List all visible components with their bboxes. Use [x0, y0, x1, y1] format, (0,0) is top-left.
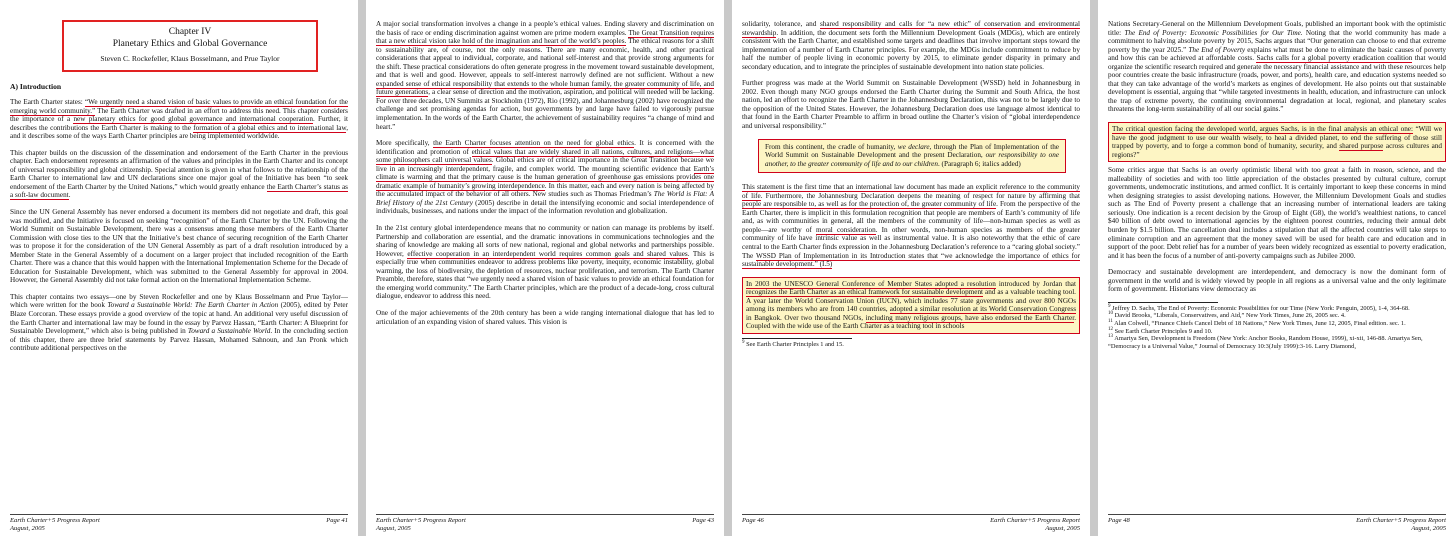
highlighted-paragraph: In 2003 the UNESCO General Conference of Member States adopted a resolution introduced by Jordan that recognizes the Earth Charter as an ethical framework for sustainable development and as a valuable teaching tool. A year later the World Conservation Union (IUCN), which includes 77 state governments and over 800 NGOs among its members who are from 140 countries, adopted a similar resolution at its World Conservation Congress in Bangkok. Over two thousand NGOs, including many religious groups, have also endorsed the Earth Charter. Coupled with the wide use of the Earth Charter as a teaching tool in schools — [742, 277, 1080, 334]
footnote: $^{13}$ Amartya Sen, Development is Freedom (New York: Anchor Books, Random House, 1999), xi-xii, 146-88. Amartya Sen, “Democracy is a Universal Value,” Journal of Democracy 10:3(July 1999):3-16. Larry Diamond, — [1108, 334, 1423, 350]
page-48 — [1098, 0, 1456, 536]
page-41 — [0, 0, 358, 536]
underlined-text: the Earth Charter focuses attention on the need for global ethics — [433, 139, 635, 148]
chapter-number: Chapter IV — [168, 27, 212, 37]
highlighted-passage: The critical question facing the developed world, argues Sachs, is in the final analysis an ethical one: “Will we have the good judgment to use our wealth wisely, to heal a divided planet, to end the suffering of those still trapped by poverty, and to forge a common bond of humanity, security, and shared purpose across cultures and regions?” — [1108, 122, 1446, 162]
paragraph: Democracy and sustainable development are interdependent, and democracy is now the dominant form of government in the world and is widely viewed by people in all regions as a universal value and the only legitimate form of government. Historians view democracy as — [1108, 268, 1446, 294]
underlined-text: effective cooperation in an interdependent world requires common goals and shared values — [407, 249, 688, 258]
underlined-text: formation of a global ethics and to international law — [193, 123, 347, 132]
footer-date: August, 2005 — [376, 524, 411, 532]
footnote: $^9$ Jeffrey D. Sachs, The End of Poverty: Economic Possibilities for our Time (New York: Penguin, 2005), 1-4, 364-68. — [1108, 303, 1410, 312]
underlined-text: the Earth Charter’s status as a soft-law document — [10, 182, 348, 200]
page-46 — [732, 0, 1090, 536]
paragraph: A major social transformation involves a change in a people’s ethical values. Ending slavery and discrimination on the basis of race or ending discrimination against women are prime modern examples. The Great Transition requires that a new ethical vision take hold of the imagination and heart of the world’s peoples. The ethical reasons for a shift to sustainability are, of course, not the only reasons. There are many economic, health, and other practical considerations that appeal to individual, corporate, and national self-interest and that provide strong arguments for the shift. These practical considerations do often generate progress in the movement toward sustainable development, and that is well and good. However, appeals to self-interest narrowly defined are not sufficient. Without a new expanded sense of ethical responsibility that extends to the whole human family, the greater community of life, and future generations, a clear sense of direction and the motivation, aspiration, and political will needed will be lacking. For over three decades, UN Summits at Stockholm (1972), Rio (1992), and Johannesburg (2002) have recognized the challenge and set promising agendas for action, but governments by and large have failed to vigorously pursue implementation. In the words of the Earth Charter, the achievement of sustainability requires “a change of mind and heart.” — [376, 20, 715, 131]
chapter-subtitle: Planetary Ethics and Global Governance — [112, 39, 268, 49]
underlined-text: new planetary ethics for good global governance and international cooperation — [73, 115, 313, 124]
underlined-text: WSSD Plan of Implementation in its Introduction states that “we acknowledge the importance of ethics for sustainable development.” (I.5) — [742, 251, 1081, 269]
page-number: Page 46 — [742, 517, 764, 525]
paragraph: The Earth Charter states: “We urgently need a shared vision of basic values to provide an ethical foundation for the emerging world community.” The Earth Charter was drafted in an effort to address this need. This chapter considers the importance of a new planetary ethics for good global governance and international cooperation. Further, it describes the contributions the Earth Charter is making to the formation of a global ethics and to international law, and it describes some of the ways Earth Charter principles are being implemented worldwide. — [10, 98, 349, 141]
underlined-text: ethical values that are widely shared in all nations, cultures, and religions—what some philosophers call universal values — [376, 147, 714, 165]
underlined-text: This statement is the first time that an international law document has made an explicit reference to the community of life — [742, 183, 1080, 200]
underlined-text: moral consideration — [816, 225, 876, 234]
footer-report: Earth Charter+5 Progress Report — [10, 517, 100, 525]
page-number: Page 41 — [326, 517, 348, 525]
chapter-authors: Steven C. Rockefeller, Klaus Bosselmann, and Prue Taylor — [100, 54, 280, 63]
paragraph: This statement is the first time that an international law document has made an explicit reference to the community of life. Furthermore, the Johannesburg Declaration deepens the meaning of respect for nature by affirming that people are responsible to, as well as for the protection of, the greater community of life. From the perspective of the Earth Charter, there is implicit in this formulation recognition that people are members of Earth’s community of life and, as with communities in general, all the members of the community of life—non-human species as well as people—are worthy of moral consideration. In other words, non-human species as members of the greater community of life have intrinsic value as well as instrumental value. It is also noteworthy that the ethic of care central to the Earth Charter finds expression in the Johannesburg Declaration’s reference to a “caring global society.” The WSSD Plan of Implementation in its Introduction states that “we acknowledge the importance of ethics for sustainable development.” (I.5) — [742, 183, 1081, 269]
footer-report: Earth Charter+5 Progress Report — [376, 517, 466, 525]
paragraph: One of the major achievements of the 20th century has been a wide ranging international dialogue that has led to articulation of an expanding vision of shared values. This vision is — [376, 308, 714, 326]
footer-report: Earth Charter+5 Progress Report — [990, 517, 1080, 525]
section-heading: A) Introduction — [10, 82, 62, 91]
paragraph: More specifically, the Earth Charter focuses attention on the need for global ethics. It is concerned with the identification and promotion of ethical values that are widely shared in all nations, cultures, and religions—what some philosophers call universal values. Global ethics are of critical importance in the Great Transition because we live in an increasingly interdependent, fragile, and complex world. The mounting scientific evidence that Earth’s climate is warming and that the primary cause is the human generation of greenhouse gas emissions provides one dramatic example of humanity’s growing interdependence. In this matter, each and every nation is being affected by the accumulated impact of the behavior of all others. New studies such as Thomas Friedman’s The World is Flat: A Brief History of the 21st Century (2005) describe in detail the intensifying economic and social interdependence of individuals, businesses, and nations under the impact of the information revolution and globalization. — [376, 139, 715, 216]
page-number: Page 48 — [1108, 517, 1130, 525]
chapter-title-box — [62, 20, 318, 72]
page-43 — [366, 0, 724, 536]
footnote: $^{11}$ Alan Colwell, “Finance Chiefs Cancel Debt of 18 Nations,” New York Times, June 12, 2005, Final edition. sec. 1. — [1108, 318, 1406, 328]
footer-date: August, 2005 — [1411, 524, 1446, 532]
footnote: $^{12}$ See Earth Charter Principles 9 and 10. — [1108, 326, 1213, 335]
underlined-text: people are responsible to, as well as for the protection of, the greater community of life — [742, 200, 997, 209]
underlined-text: Sachs calls for a global poverty eradication coalition — [1256, 54, 1413, 63]
paragraph: Some critics argue that Sachs is an overly optimistic liberal with too great a faith in reason, science, and the malleability of societies and with too little appreciation of the obstacles presented by cultural culture, corrupt governments, undemocratic institutions, and armed conflict. It is certainly important to keep these concerns in mind when designing strategies to assist developing nations. However, the Millennium Development Goals and studies such as The End of Poverty present a challenge that an increasing number of international leaders are taking seriously. One indication is a recent decision by the Group of Eight (G8), the world’s wealthiest nations, to cancel $40 billion of debt owed to international agencies by the eighteen poorest countries, reducing their annual debt burden by $1.5 billion. The cancellation deal includes a stipulation that all the affected countries will take steps to eliminate corruption and an agreement that the money saved will be used for health care and education and in support of the poor. Debt relief has for a number of years been widely recognized as essential to poverty eradication, and it has been the focus of a number of anti-poverty campaigns such as Jubilee 2000. — [1108, 166, 1446, 260]
page-number: Page 43 — [692, 517, 714, 525]
page-footer — [10, 514, 348, 532]
footer-date: August, 2005 — [10, 524, 45, 532]
paragraph: Further progress was made at the World Summit on Sustainable Development (WSSD) held in Johannesburg in 2002. Even though many NGO groups endorsed the Earth Charter during the Summit and South Africa, the host nation, led an effort to recognize the Earth Charter in the Johannesburg Declaration, this was not to be largely due to the opposition of the United States. However, the Johannesburg Declaration does use language almost identical to that found in the Earth Charter Preamble to affirm in broad outline the Charter’s vision of “global interdependence and universal responsibility.” — [742, 79, 1080, 131]
underlined-text: Earth’s climate is warming and that the primary cause is the human generation of greenhouse gas emissions provides one dramatic example of humanity’s growing interdependence — [376, 164, 714, 190]
paragraph: This chapter contains two essays—one by Steven Rockefeller and one by Klaus Bosselmann and Prue Taylor—which were written for the book Toward a Sustainable World: The Earth Charter in Action (2005), edited by Peter Blaze Corcoran. These essays provide a good overview of the topic at hand. An additional very useful discussion of the Earth Charter and international law may be found in the essay by Parvez Hassan, “Earth Charter: A Blueprint for Sustainable Development,” which also is being published in Toward a Sustainable World. In the concluding section of this chapter, there are three brief statements by Parvez Hassan, Mohamed Sahnoun, and Jan Pronk which contribute additional perspectives on the — [10, 292, 348, 353]
footnote: $^{10}$ David Brooks, “Liberals, Conservatives, and Aid,” New York Times, June 26, 2005 sec. 4. — [1108, 311, 1346, 320]
page-footer — [376, 514, 714, 532]
footer-report: Earth Charter+5 Progress Report — [1356, 517, 1446, 525]
underlined-text: shared responsibility and calls for “a new ethic” of conservation and environmental stewardship — [742, 20, 1080, 37]
page-footer — [1108, 514, 1446, 532]
paragraph: Nations Secretary-General on the Millennium Development Goals, published an important book with the optimistic title: The End of Poverty: Economic Possibilities for Our Time. Noting that the world community has made a commitment to halving absolute poverty by 2015, Sachs argues that “Our generation can choose to end that extreme poverty by the year 2025.” The End of Poverty explains what must be done to eliminate the basic causes of poverty and how this can be achieved at affordable costs. Sachs calls for a global poverty eradication coalition that would organize the scientific research required and generate the necessary financial assistance and with these resources help poor countries create the basic infrastructure (roads, power, and ports), health care, and education systems needed so that they can take advantage of the world’s markets as engines of development. He also points out that sustainable development is essential, arguing that “while targeted investments in health, education, and infrastructure can unlock the trap of extreme poverty, the continuing environmental degradation at local, regional, and planetary scales threatens the long-term sustainability of all our social gains.” — [1108, 20, 1446, 114]
underlined-text: The Great Transition requires that a new ethical vision take hold of the imagination and heart of the world’s peoples. — [376, 28, 715, 46]
paragraph: In the 21st century global interdependence means that no community or nation can manage its problems by itself. Partnership and collaboration are essential, and the dramatic innovations in communications technologies and the sharing of knowledge are making all sorts of new national, regional and global networks and partnerships possible. However, effective cooperation in an interdependent world requires common goals and shared values. This is especially true when communities endeavor to address problems like poverty, inequity, economic instability, global warming, the loss of biodiversity, the depletion of resources, nuclear proliferation, and terrorism. The Earth Charter Preamble, therefore, states that “we urgently need a shared vision of basic values to provide an ethical foundation for the emerging world community.” The Earth Charter principles, which are the product of a decade-long, cross cultural dialogue, endeavor to address this need. — [376, 224, 714, 301]
footnote: $^9$ See Earth Charter Principles 1 and 15. — [742, 339, 844, 348]
underlined-text: expanded sense of ethical responsibility that extends to the whole human family, the greater community of life, and future generations — [376, 79, 714, 97]
paragraph: This chapter builds on the discussion of the dissemination and endorsement of the Earth Charter in the previous chapter. Each endorsement represents an affirmation of the values and principles in the Earth Charter and its concept of universal responsibility and global citizenship. Special attention is given in what follows to the relationship of the Earth Charter to international law and UN declarations since one major goal of the Initiative has been “to seek endorsement of the Earth Charter by the United Nations,” which would greatly enhance the Earth Charter’s status as a soft-law document. — [10, 148, 348, 200]
page-footer — [742, 514, 1080, 532]
underlined-text: “We urgently need a shared vision of basic values to provide an ethical foundation for the emerging world community.” — [10, 98, 348, 115]
highlighted-quote: From this continent, the cradle of humanity, we declare, through the Plan of Implementation of the World Summit on Sustainable Development and the present Declaration, our responsibility to one another, to the greater community of life and to our children. (Paragraph 6; italics added) — [758, 139, 1066, 174]
footnote-rule — [1108, 302, 1218, 303]
footer-date: August, 2005 — [1045, 524, 1080, 532]
footnote-rule — [742, 338, 852, 339]
paragraph: Since the UN General Assembly has never endorsed a document its members did not negotiate and draft, this goal was modified, and the Initiative is focused on seeking “recognition” of the Earth Charter by the UN. Following the World Summit on Sustainable Development, there was a consensus among those members of the Earth Charter Commission with close ties to the UN that the Initiative’s best chance of securing recognition of the Earth Charter was to propose it for the consideration of the UN General Assembly as part of a draft resolution introduced by a Member State in the General Assembly of a document on a larger project that included recognition of the Earth Charter. There was a chance that this would happen with the International Implementation Scheme for the Decade of Education for Sustainable Development, which was submitted to the General Assembly for approval in 2004. However, the General Assembly did not take formal action on the International Implementation Scheme. — [10, 208, 348, 285]
paragraph: solidarity, tolerance, and shared responsibility and calls for “a new ethic” of conservation and environmental stewardship. In addition, the document sets forth the Millennium Development Goals (MDGs), which are entirely consistent with the Earth Charter, and established some targets and deadlines that involve important steps toward the implementation of a number of Earth Charter principles. For example, the MDGs include commitment to reduce by half the number of people living in economic poverty by 2015, to eliminate gender disparity in primary and secondary education, and to integrate the principles of sustainable development into nation state policies. — [742, 20, 1080, 71]
